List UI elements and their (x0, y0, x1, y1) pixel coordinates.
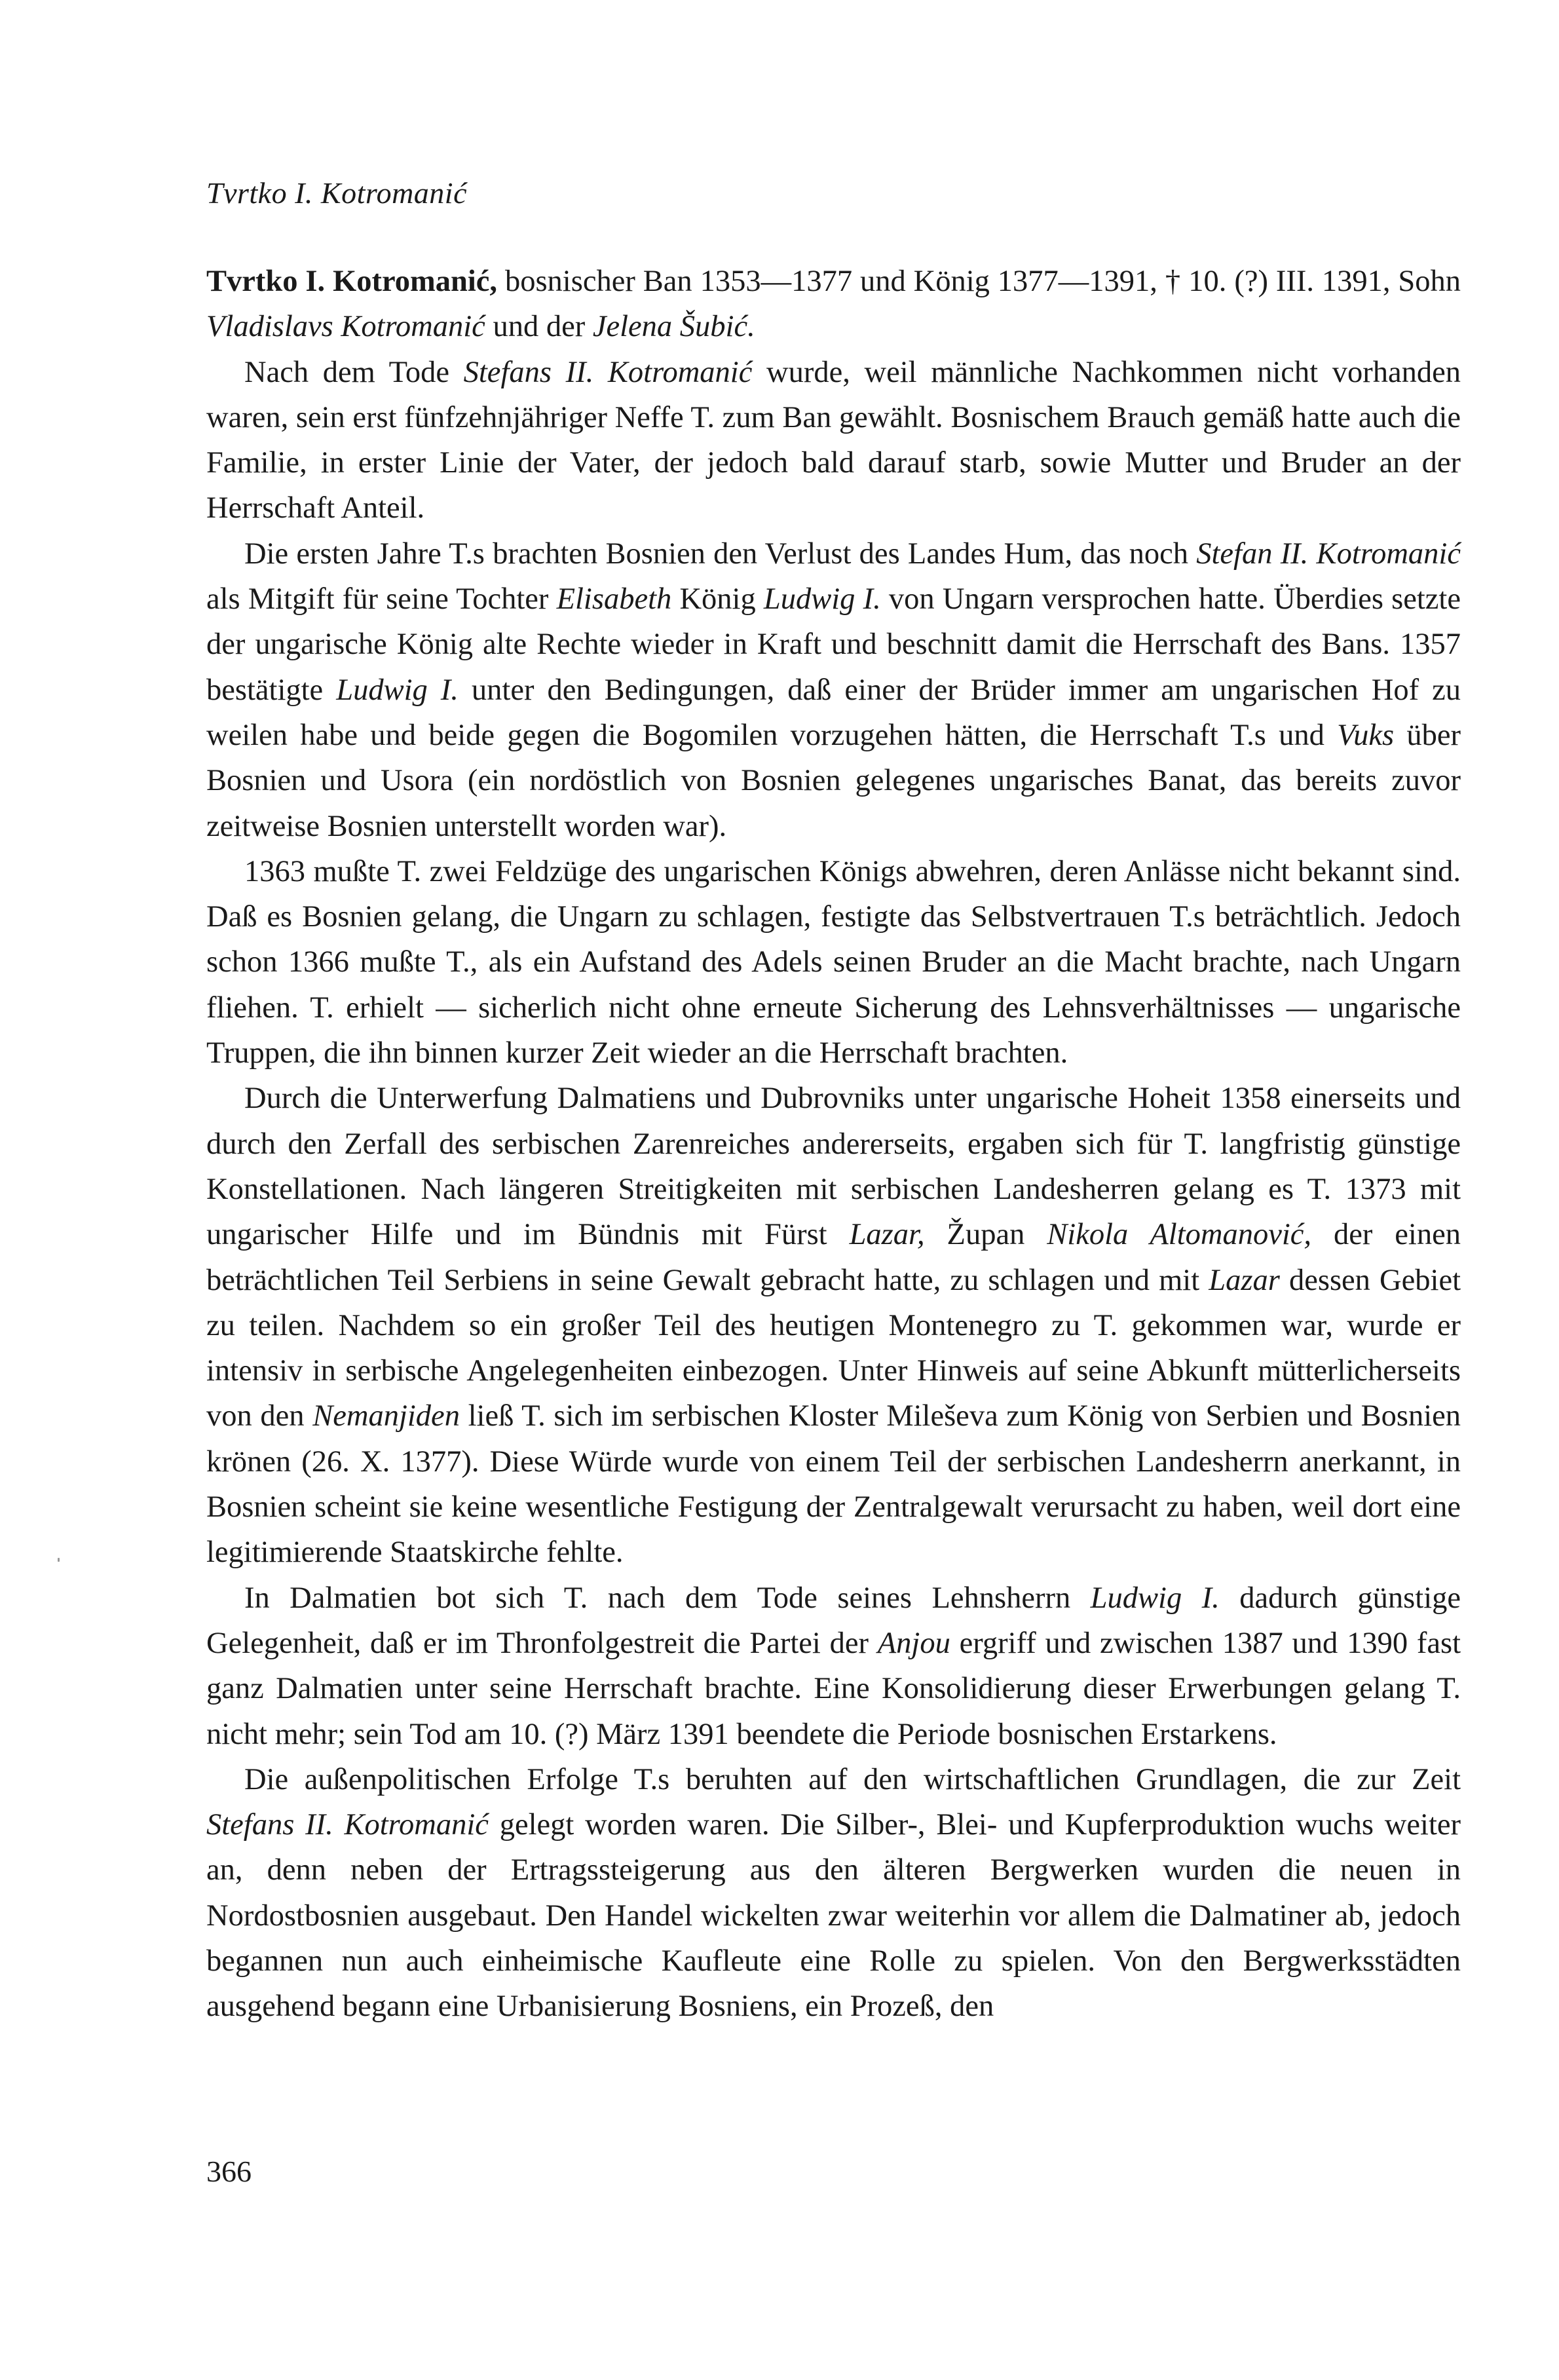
text-span: und der (485, 310, 593, 344)
italic-name: Anjou (877, 1626, 950, 1660)
italic-name: Stefans II. Kotromanić (463, 355, 753, 389)
text-span: bosnischer Ban 1353—1377 und König 1377—1391, † 10. (?) III. 1391, Sohn (497, 265, 1461, 298)
text-span: 1363 mußte T. zwei Feldzüge des ungarischen Königs abwehren, deren Anlässe nicht bekannt sind. Daß es Bosnien gelang, die Ungarn zu schlagen, festigte das Selbstvertrauen T.s beträchtlich. Jedoch schon 1366 mußte T., als ein Aufstand des Adels seinen Bruder an die Macht brachte, nach Ungarn fliehen. T. erhielt — sicherlich nicht ohne erneute Sicherung des Lehnsverhältnisses — ungarische Truppen, die ihn binnen kurzer Zeit wieder an die Herrschaft brachten. (206, 854, 1461, 1070)
text-span: als Mitgift für seine Tochter (206, 582, 557, 616)
text-span: König (671, 582, 764, 616)
text-span: Die ersten Jahre T.s brachten Bosnien den Verlust des Landes Hum, das noch (244, 537, 1197, 571)
text-span: von Ungarn versprochen hatte. Überdies setzte der ungarische König alte Rechte wieder in Kraft und beschnitt damit die Herrschaft des Bans. 1357 bestätigte (206, 582, 1461, 707)
scan-speck (58, 1558, 60, 1562)
page-number: 366 (206, 2155, 252, 2188)
paragraph (206, 350, 1461, 531)
italic-name: Nikola Altomanović, (1047, 1218, 1312, 1252)
italic-name: Ludwig I. (1090, 1581, 1220, 1615)
text-span: wurde, weil männliche Nachkommen nicht vorhanden waren, sein erst fünfzehnjähriger Neffe T. zum Ban gewählt. Bosnischem Brauch gemäß hatte auch die Familie, in erster Linie der Vater, der jedoch bald darauf starb, sowie Mutter und Bruder an der Herrschaft Anteil. (206, 355, 1461, 525)
text-span: unter den Bedingungen, daß einer der Brüder immer am ungarischen Hof zu weilen habe und beide gegen die Bogomilen vorzugehen hätten, die Herrschaft T.s und (206, 673, 1461, 752)
text-span: der einen beträchtlichen Teil Serbiens in seine Gewalt gebracht hatte, zu schlagen und mit (206, 1218, 1461, 1297)
paragraph (206, 849, 1461, 1076)
paragraph (206, 531, 1461, 849)
italic-name: Jelena Šubić. (592, 310, 755, 344)
italic-name: Stefans II. Kotromanić (206, 1808, 489, 1842)
italic-name: Vuks (1337, 718, 1395, 752)
text-span: ergriff und zwischen 1387 und 1390 fast ganz Dalmatien unter seine Herrschaft brachte. Eine Konsolidierung dieser Erwerbungen gelang T. nicht mehr; sein Tod am 10. (?) März 1391 beendete die Periode bosnischen Erstarkens. (206, 1626, 1461, 1751)
paragraph (206, 1757, 1461, 2030)
text-span: Die außenpolitischen Erfolge T.s beruhten auf den wirtschaftlichen Grundlagen, die zur Zeit (244, 1762, 1461, 1796)
paragraph (206, 1576, 1461, 1757)
text-span: In Dalmatien bot sich T. nach dem Tode seines Lehnsherrn (244, 1581, 1091, 1615)
italic-name: Ludwig I. (336, 673, 459, 707)
text-span: ließ T. sich im serbischen Kloster Mileševa zum König von Serbien und Bosnien krönen (26. X. 1377). Diese Würde wurde von einem Teil der serbischen Landesherrn anerkannt, in Bosnien scheint sie keine wesentliche Festigung der Zentralgewalt verursacht zu haben, weil dort eine legitimierende Staatskirche fehlte. (206, 1399, 1461, 1570)
italic-name: Ludwig I. (763, 582, 881, 616)
text-span: über Bosnien und Usora (ein nordöstlich von Bosnien gelegenes ungarisches Banat, das bereits zuvor zeitweise Bosnien unterstellt worden war). (206, 718, 1461, 843)
paragraph (206, 1076, 1461, 1575)
italic-name: Stefan II. Kotromanić (1196, 537, 1461, 571)
running-head: Tvrtko I. Kotromanić (206, 176, 467, 210)
text-span: Župan (924, 1218, 1047, 1252)
text-span: dadurch günstige Gelegenheit, daß er im Thronfolgestreit die Partei der (206, 1581, 1461, 1660)
italic-name: Lazar (1209, 1263, 1280, 1297)
paragraph-entry-header (206, 259, 1461, 350)
text-span: Durch die Unterwerfung Dalmatiens und Dubrovniks unter ungarische Hoheit 1358 einerseits und durch den Zerfall des serbischen Zarenreiches andererseits, ergaben sich für T. langfristig günstige Konstellationen. Nach längeren Streitigkeiten mit serbischen Landesherren gelang es T. 1373 mit ungarischer Hilfe und im Bündnis mit Fürst (206, 1082, 1461, 1252)
text-span: Nach dem Tode (244, 355, 464, 389)
italic-name: Vladislavs Kotromanić (206, 310, 485, 344)
headword: Tvrtko I. Kotromanić, (206, 265, 498, 298)
italic-name: Nemanjiden (312, 1399, 460, 1433)
text-span: gelegt worden waren. Die Silber-, Blei- und Kupferproduktion wuchs weiter an, denn neben der Ertragssteigerung aus den älteren Bergwerken wurden die neuen in Nordostbosnien ausgebaut. Den Handel wickelten zwar weiterhin vor allem die Dalmatiner ab, jedoch begannen nun auch einheimische Kaufleute eine Rolle zu spielen. Von den Bergwerksstädten ausgehend begann eine Urbanisierung Bosniens, ein Prozeß, den (206, 1808, 1461, 2024)
text-span: dessen Gebiet zu teilen. Nachdem so ein großer Teil des heutigen Montenegro zu T. gekommen war, wurde er intensiv in serbische Angelegenheiten einbezogen. Unter Hinweis auf seine Abkunft mütterlicherseits von den (206, 1263, 1461, 1433)
body-text (206, 259, 1461, 2030)
italic-name: Elisabeth (556, 582, 672, 616)
italic-name: Lazar, (849, 1218, 925, 1252)
